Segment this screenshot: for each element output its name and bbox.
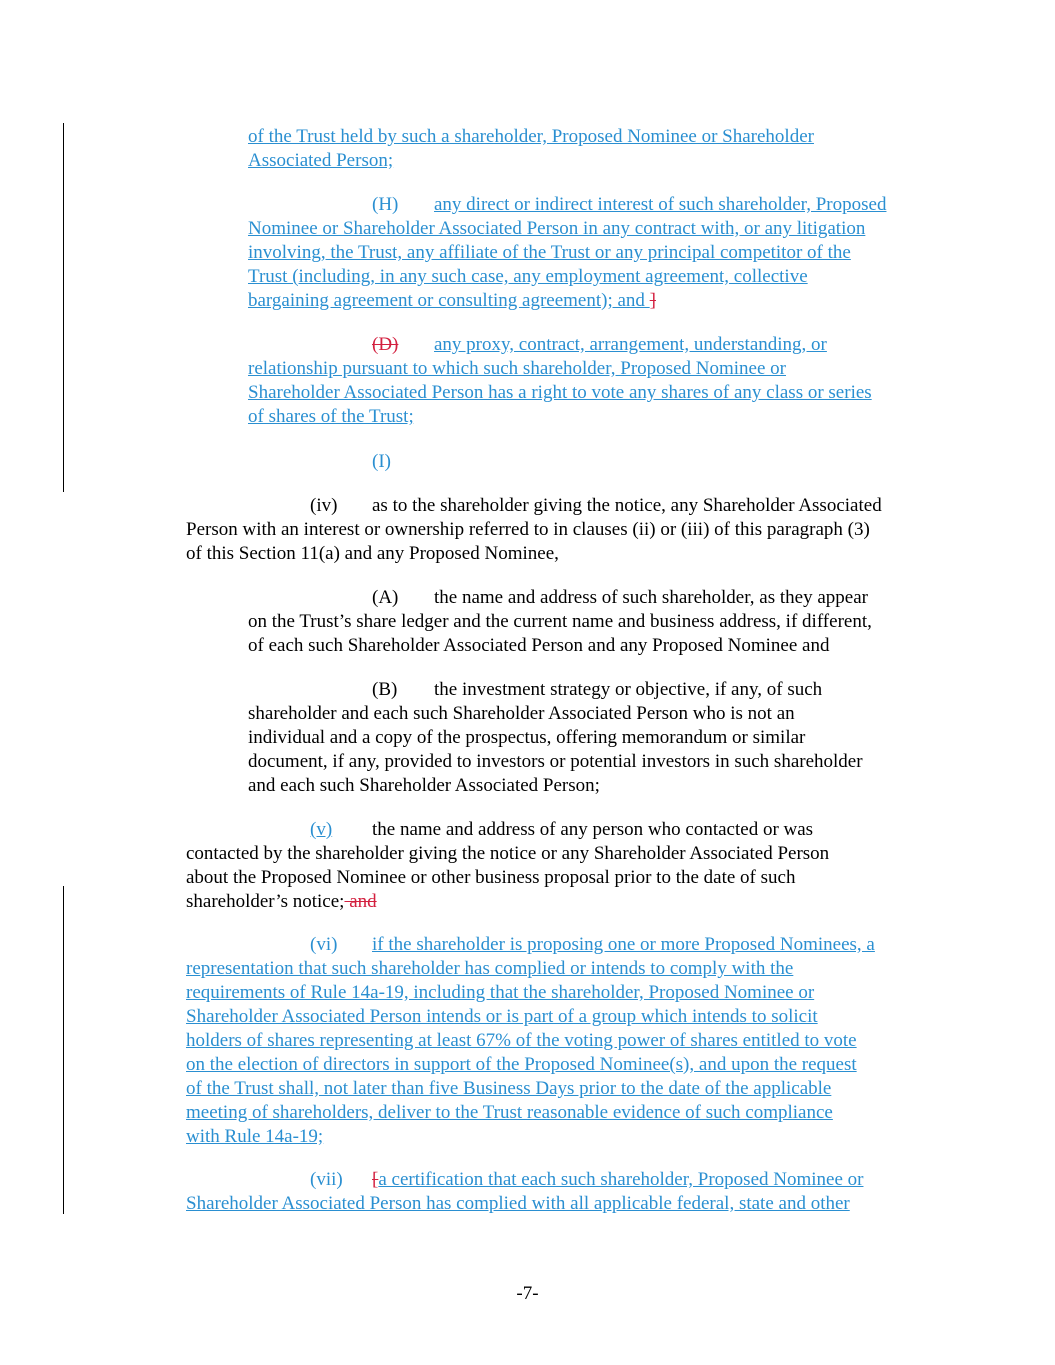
deleted-bracket-vii: [ (372, 1169, 379, 1190)
paragraph-h: (H) any direct or indirect interest of such shareholder, Proposed Nominee or Shareholder Associated Person in any contract with, or any litigation involving, the Trust, any affiliate of the Trust or any principal competitor of the Trust (including, in any such case, any employment agreement, collective bargaining agreement or consulting agreement); and ] (248, 194, 887, 311)
clause-label-i: (I) (372, 451, 391, 472)
deleted-label-d: (D) (372, 334, 399, 355)
paragraph-vi: (vi) if the shareholder is proposing one or more Proposed Nominees, a representation that such shareholder has complied or intends to comply with the requirements of Rule 14a-19, including that the shareholder, Proposed Nominee or Shareholder Associated Person intends or is part of a group which intends to solicit holders of shares representing at least 67% of the voting power of shares entitled to vote on the election of directors in support of the Proposed Nominee(s), and upon the request of the Trust shall, not later than five Business Days prior to the date of the applicable meeting of shareholders, deliver to the Trust reasonable evidence of such compliance with Rule 14a-19; (186, 934, 875, 1147)
paragraph-vii: (vii) [a certification that each such shareholder, Proposed Nominee or Shareholder Associated Person has complied with all applicable federal, state and other (186, 1169, 864, 1214)
paragraph-i (372, 450, 434, 474)
deleted-bracket: ] (649, 290, 656, 311)
clause-label-v: (v) (310, 819, 333, 840)
clause-label-iv: (iv) (310, 495, 338, 516)
paragraph-a: (A) the name and address of such shareholder, as they appear on the Trust’s share ledger and the current name and business address, if different, of each such Shareholder Associated Person and any Proposed Nominee and (248, 587, 872, 656)
paragraph-iv: (iv) as to the shareholder giving the notice, any Shareholder Associated Person with an interest or ownership referred to in clauses (ii) or (iii) of this paragraph (3) of this Section 11(a) and any Proposed Nominee, (186, 495, 882, 564)
paragraph-d: (D) any proxy, contract, arrangement, understanding, or relationship pursuant to which such shareholder, Proposed Nominee or Shareholder Associated Person has a right to vote any shares of any class or series of shares of the Trust; (248, 334, 872, 427)
clause-label-h: (H) (372, 194, 399, 215)
clause-label-vii: (vii) (310, 1169, 343, 1190)
change-bar-top (63, 123, 64, 492)
paragraph-v: (v) the name and address of any person who contacted or was contacted by the shareholder giving the notice or any Shareholder Associated Person about the Proposed Nominee or other business proposal prior to the date of such shareholder’s notice; and (186, 819, 830, 912)
deleted-and: and (344, 891, 377, 912)
clause-label-vi: (vi) (310, 934, 338, 955)
clause-label-b: (B) (372, 679, 398, 700)
clause-label-a: (A) (372, 587, 399, 608)
change-bar-bottom (63, 886, 64, 1214)
page-number: -7- (516, 1283, 539, 1304)
paragraph-b: (B) the investment strategy or objective, if any, of such shareholder and each such Shareholder Associated Person who is not an individual and a copy of the prospectus, offering memorandum or similar document, if any, provided to investors or potential investors in such shareholder and each such Shareholder Associated Person; (248, 679, 863, 796)
paragraph-continuation: of the Trust held by such a shareholder, Proposed Nominee or Shareholder Associated Person; (248, 126, 814, 171)
